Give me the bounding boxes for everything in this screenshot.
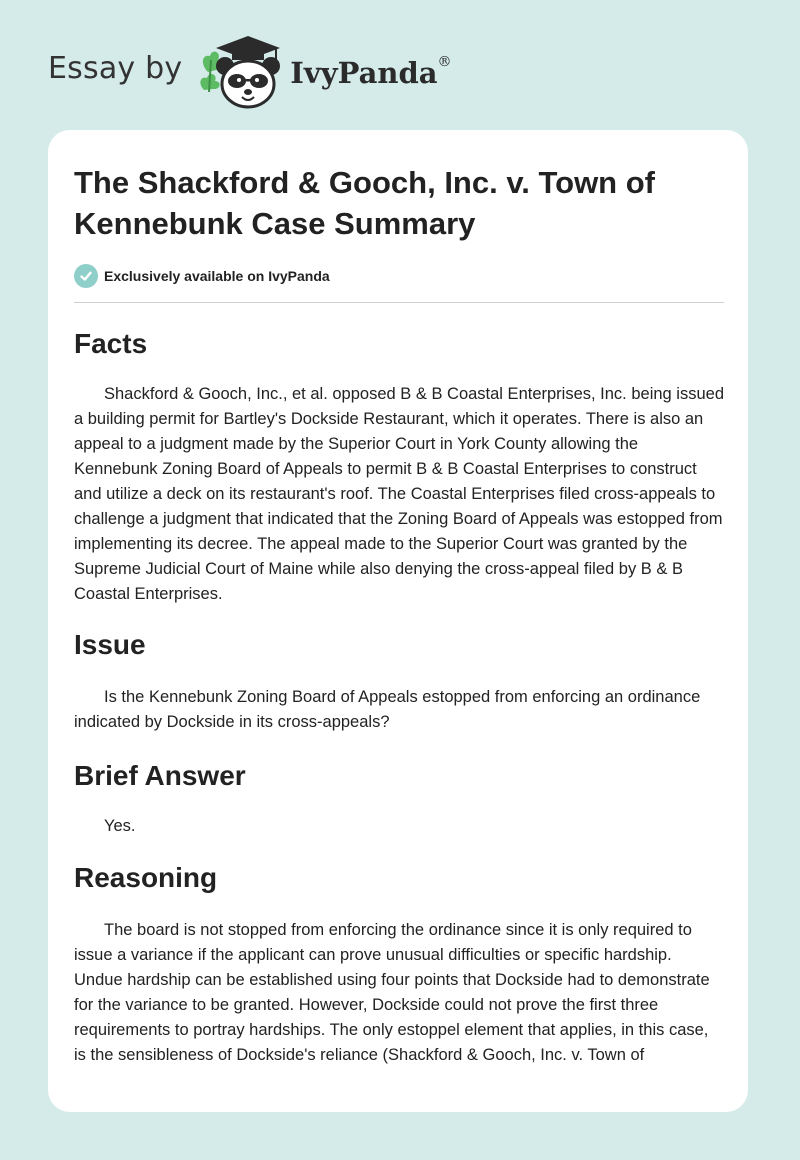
brand-name[interactable]: IvyPanda® — [290, 54, 452, 90]
checkmark-icon — [74, 264, 98, 288]
section-body-facts: Shackford & Gooch, Inc., et al. opposed B & B Coastal Enterprises, Inc. being issued a building permit for Bartley's Dockside Restaurant, which it operates. There is also an appeal to a judgment made by the Superior Court in York County allowing the Kennebunk Zoning Board of Appeals to permit B & B Coastal Enterprises to construct and utilize a deck on its restaurant's roof. The Coastal Enterprises filed cross-appeals to challenge a judgment that indicated that the Zoning Board of Appeals was estopped from implementing its decree. The appeal made to the Superior Court was granted by the Supreme Judicial Court of Maine while also denying the cross-appeal filed by B & B Coastal Enterprises. — [74, 385, 725, 603]
section-body-brief-answer: Yes. — [104, 817, 136, 835]
site-header — [48, 34, 452, 110]
section-heading-facts: Facts — [74, 328, 148, 359]
exclusive-badge — [74, 264, 724, 288]
article-card — [48, 130, 748, 1112]
registered-mark: ® — [437, 54, 452, 70]
section-body-reasoning: The board is not stopped from enforcing the ordinance since it is only required to issue a variance if the applicant can prove unusual difficulties or specific hardship. Undue hardship can be established using four points that Dockside had to demonstrate for the variance to be granted. However, Dockside could not prove the first three requirements to portray hardships. The only estoppel element that applies, in this case, is the sensibleness of Dockside's reliance (Shackford & Gooch, Inc. v. Town of — [74, 921, 710, 1064]
exclusive-badge-text: Exclusively available on IvyPanda — [104, 268, 330, 284]
section-heading-reasoning: Reasoning — [74, 862, 218, 893]
section-body-issue: Is the Kennebunk Zoning Board of Appeals estopped from enforcing an ordinance indicated by Dockside in its cross-appeals? — [74, 688, 701, 731]
article-content — [74, 162, 724, 1068]
essay-by-label: Essay by — [48, 50, 183, 86]
section-heading-issue: Issue — [74, 629, 146, 660]
panda-graduate-logo-icon[interactable] — [196, 34, 284, 110]
divider — [74, 302, 724, 303]
page-title: The Shackford & Gooch, Inc. v. Town of Kennebunk Case Summary — [74, 165, 655, 241]
section-heading-brief-answer: Brief Answer — [74, 760, 246, 791]
